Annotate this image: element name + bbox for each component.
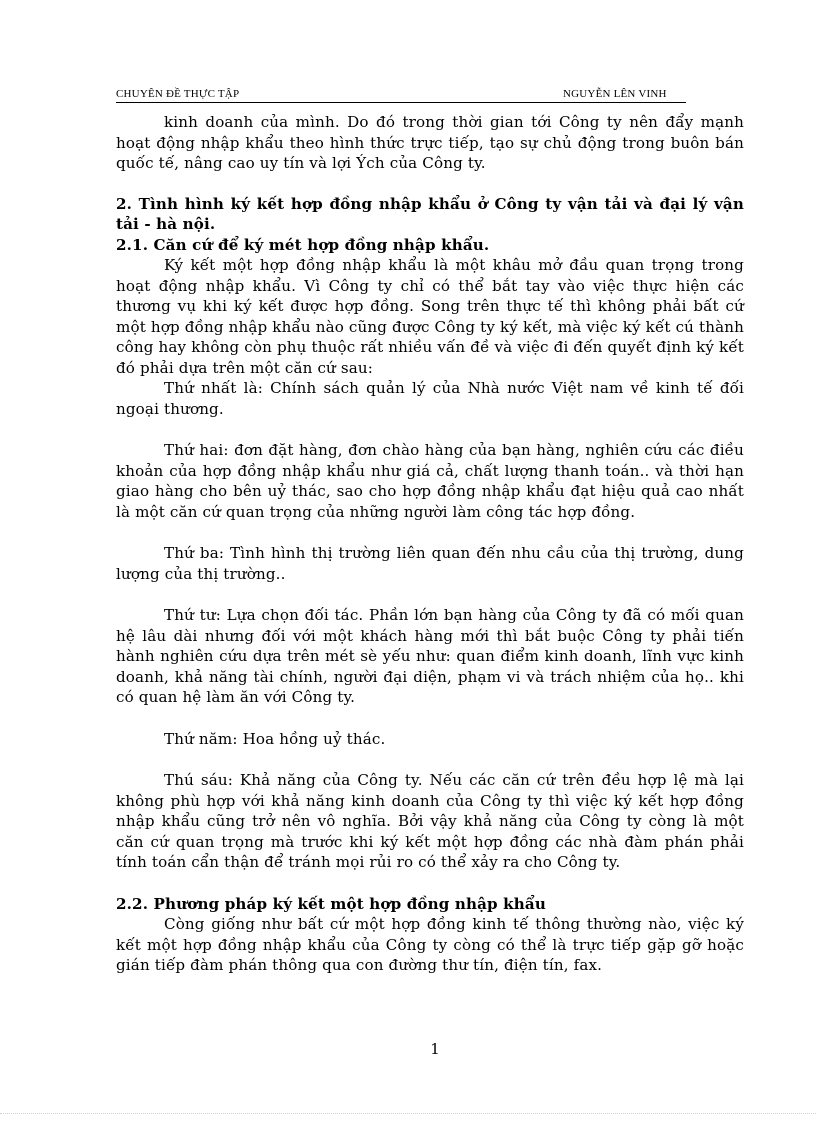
page-bottom-divider: [0, 1113, 816, 1114]
page-header: [116, 86, 686, 103]
paragraph-basis-fifth: Thứ năm: Hoa hồng uỷ thác.: [164, 729, 386, 748]
subsection-heading-2-2: 2.2. Phương pháp ký kết một hợp đồng nhập khẩu: [116, 894, 546, 913]
section-heading-2: 2. Tình hình ký kết hợp đồng nhập khẩu ở Công ty vận tải và đại lý vận tải - hà nội.: [116, 194, 744, 233]
paragraph-basis-intro: Ký kết một hợp đồng nhập khẩu là một khâu mở đầu quan trọng trong hoạt động nhập khẩu. Vì Công ty chỉ có thể bắt tay vào việc thực hiện các thương vụ khi ký kết được hợp đồng. Song trên thực tế thì không phải bất cứ một hợp đồng nhập khẩu nào cũng được Công ty ký kết, mà việc ký kết cú thành công hay không còn phụ thuộc rất nhiều vấn đề và việc đi đến quyết định ký kết đó phải dựa trên một căn cứ sau:: [116, 256, 744, 377]
paragraph-basis-third: Thứ ba: Tình hình thị trường liên quan đến nhu cầu của thị trường, dung lượng của thị trường..: [116, 544, 744, 583]
document-body: [116, 112, 744, 976]
header-author: NGUYỄN LÊN VINH: [563, 88, 667, 100]
paragraph-signing-method: Còng giống như bất cứ một hợp đồng kinh tế thông thường nào, việc ký kết một hợp đồng nhập khẩu của Công ty còng có thể là trực tiếp gặp gỡ hoặc gián tiếp đàm phán thông qua con đường thư tín, điện tín, fax.: [116, 915, 744, 974]
paragraph-basis-first: Thứ nhất là: Chính sách quản lý của Nhà nước Việt nam về kinh tế đối ngoại thương.: [116, 379, 744, 418]
paragraph-basis-fourth: Thứ tư: Lựa chọn đối tác. Phần lớn bạn hàng của Công ty đã có mối quan hệ lâu dài nhưng đối với một khách hàng mới thì bắt buộc Công ty phải tiến hành nghiên cứu dựa trên mét sè yếu như: quan điểm kinh doanh, lĩnh vực kinh doanh, khả năng tài chính, người đại diện, phạm vi và trách nhiệm của họ.. khi có quan hệ làm ăn với Công ty.: [116, 606, 744, 706]
paragraph-intro: kinh doanh của mình. Do đó trong thời gian tới Công ty nên đẩy mạnh hoạt động nhập khẩu theo hình thức trực tiếp, tạo sự chủ động trong buôn bán quốc tế, nâng cao uy tín và lợi Ých của Công ty.: [116, 113, 744, 172]
subsection-heading-2-1: 2.1. Căn cứ để ký mét hợp đồng nhập khẩu.: [116, 235, 490, 254]
paragraph-basis-second: Thứ hai: đơn đặt hàng, đơn chào hàng của bạn hàng, nghiên cứu các điều khoản của hợp đồng nhập khẩu như giá cả, chất lượng thanh toán.. và thời hạn giao hàng cho bên uỷ thác, sao cho hợp đồng nhập khẩu đạt hiệu quả cao nhất là một căn cứ quan trọng của những người làm công tác hợp đồng.: [116, 441, 744, 521]
header-topic: CHUYÊN ĐỀ THỰC TẬP: [116, 88, 240, 100]
paragraph-basis-sixth: Thú sáu: Khả năng của Công ty. Nếu các căn cứ trên đều hợp lệ mà lại không phù hợp với khả năng kinh doanh của Công ty thì việc ký kết hợp đồng nhập khẩu cũng trở nên vô nghĩa. Bởi vậy khả năng của Công ty còng là một căn cứ quan trọng mà trước khi ký kết một hợp đồng các nhà đàm phán phải tính toán cẩn thận để tránh mọi rủi ro có thể xảy ra cho Công ty.: [116, 771, 744, 871]
page-number: 1: [430, 1040, 440, 1058]
